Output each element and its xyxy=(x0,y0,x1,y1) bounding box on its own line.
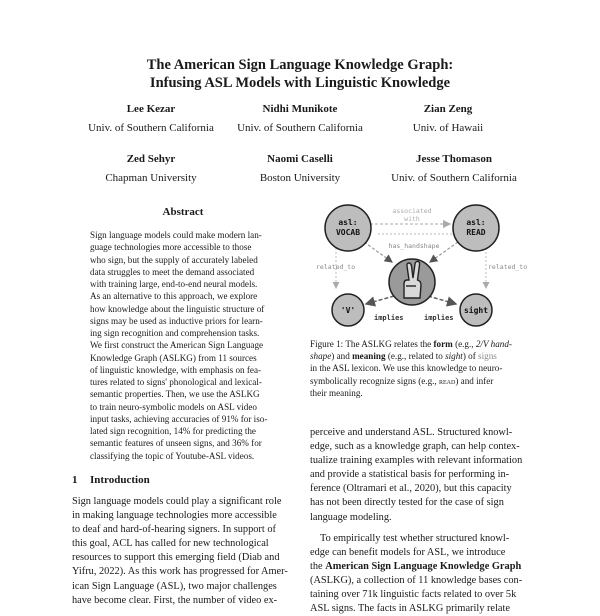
body-line: and provide a statistical basis for performing in- xyxy=(310,469,510,481)
aslkg-name: American Sign Language Knowledge Graph xyxy=(325,560,522,572)
author-name: Lee Kezar xyxy=(126,103,176,115)
author-block xyxy=(78,150,224,188)
abstract-line: As an alternative to this approach, we explore xyxy=(90,291,258,302)
author-affiliation: Univ. of Hawaii xyxy=(412,122,484,134)
author-block xyxy=(376,100,520,138)
body-line: Yifru, 2022). As this work has progressed for Amer- xyxy=(72,566,288,578)
body-line: in making language technologies more accessible xyxy=(72,510,277,522)
edge-implies-left xyxy=(366,296,394,304)
body-line: taining over 71k linguistic facts related to over 5k xyxy=(310,589,517,601)
label-related-to-left: related_to xyxy=(316,263,356,271)
body-line: edge, such as a knowledge graph, can help contex- xyxy=(310,441,520,453)
caption-read: read xyxy=(438,375,456,386)
label-implies-right: implies xyxy=(424,314,454,322)
abstract-line: semantic features of unseen signs, and 36% for xyxy=(90,438,262,449)
section-title: Introduction xyxy=(90,474,150,486)
caption-example: shape xyxy=(310,351,332,362)
label-has-handshape: has_handshape xyxy=(388,242,440,250)
right-column-body xyxy=(310,426,522,616)
section-number: 1 xyxy=(72,474,78,486)
label-associated: associated xyxy=(392,207,432,215)
author-affiliation: Chapman University xyxy=(105,172,197,184)
section-heading xyxy=(72,474,150,486)
paper-title xyxy=(0,56,600,92)
title-line-1: The American Sign Language Knowledge Graph: xyxy=(146,57,454,73)
author-block xyxy=(228,150,372,188)
title-line-2: Infusing ASL Models with Linguistic Knowledge xyxy=(149,75,451,91)
caption-example: 2/V hand- xyxy=(475,339,512,349)
abstract-line: tures related to signs' phonological and lexical- xyxy=(90,377,262,387)
body-line: resources to support this emerging field (Diab and xyxy=(72,552,280,564)
introduction-body xyxy=(72,495,288,608)
node-sight-label: sight xyxy=(463,306,489,315)
abstract-line: classifying the topic of Youtube-ASL videos. xyxy=(90,450,255,461)
author-affiliation: Univ. of Southern California xyxy=(391,172,517,184)
body-line: perceive and understand ASL. Structured knowl- xyxy=(310,427,513,438)
abstract-line: ing sign recognition and comprehension tasks. xyxy=(90,328,260,338)
node-asl-read-label-1: asl: xyxy=(466,218,486,227)
abstract-line: semantic properties. Then, we use the ASLKG xyxy=(90,389,260,400)
caption-text: ) of xyxy=(462,351,479,362)
label-with: with xyxy=(404,215,420,223)
knowledge-graph-diagram xyxy=(308,200,534,332)
caption-meaning: meaning xyxy=(352,351,386,362)
body-line: to deaf and hard-of-hearing signers. In support of xyxy=(72,524,276,536)
caption-form: form xyxy=(433,339,453,349)
author-name: Naomi Caselli xyxy=(267,153,333,165)
author-block xyxy=(376,150,532,188)
body-line: has not been directly tested for the case of sign xyxy=(310,497,504,509)
body-line: this goal, ACL has called for new technological xyxy=(72,538,269,550)
label-related-to-right: related_to xyxy=(488,263,528,271)
abstract-body xyxy=(90,229,267,462)
caption-text: in the ASL lexicon. We use this knowledge to neuro- xyxy=(310,363,503,374)
author-block xyxy=(78,100,224,138)
author-name: Zed Sehyr xyxy=(126,153,176,165)
caption-text: ) and infer xyxy=(455,375,494,386)
caption-text: (e.g., xyxy=(452,339,476,349)
body-line: ference (Oltramari et al., 2020), but this capacity xyxy=(310,483,512,495)
abstract-line: guage technologies more accessible to those xyxy=(90,242,252,253)
edge-implies-right xyxy=(428,296,456,304)
body-line: (ASLKG), a collection of 11 knowledge bases con- xyxy=(310,574,523,586)
author-affiliation: Boston University xyxy=(259,172,341,184)
author-name: Nidhi Munikote xyxy=(262,103,338,115)
abstract-line: input tasks, achieving accuracies of 91% for iso- xyxy=(90,413,268,424)
body-line: have become clear. First, the number of video ex- xyxy=(72,594,278,606)
caption-text: ) and xyxy=(331,351,353,362)
body-line: Sign language models could play a significant role xyxy=(72,496,282,507)
body-line: ASL signs. The facts in ASLKG primarily relate xyxy=(310,603,510,615)
body-line: edge can benefit models for ASL, we introduce xyxy=(310,546,506,558)
body-line: To empirically test whether structured knowl- xyxy=(320,532,510,544)
caption-text: Figure 1: The ASLKG relates the xyxy=(310,339,434,349)
body-line xyxy=(310,560,522,574)
abstract-line: Knowledge Graph (ASLKG) from 11 sources xyxy=(90,352,257,363)
author-affiliation: Univ. of Southern California xyxy=(237,122,363,134)
author-name: Jesse Thomason xyxy=(416,153,492,165)
node-asl-vocab-label-1: asl: xyxy=(338,218,358,227)
label-implies-left: implies xyxy=(374,314,404,322)
abstract-line: We first construct the American Sign Language xyxy=(90,340,264,351)
body-line: tualize training examples with relevant information xyxy=(310,455,523,467)
body-text: the xyxy=(310,560,326,572)
node-asl-read-label-2: READ xyxy=(466,228,486,237)
abstract-line: who sign, but the supply of accurately labeled xyxy=(90,254,258,265)
author-block xyxy=(228,100,372,138)
abstract-line: of linguistic knowledge, with emphasis on fea- xyxy=(90,364,262,375)
abstract-line: how knowledge about the linguistic structure of xyxy=(90,303,265,314)
figure-1 xyxy=(308,200,534,332)
author-affiliation: Univ. of Southern California xyxy=(88,122,214,134)
abstract-heading: Abstract xyxy=(162,206,204,218)
body-line: ican Sign Language (ASL), two major challenges xyxy=(72,580,277,592)
abstract-line: data struggles to meet the demand associated xyxy=(90,266,255,277)
caption-text: symbolically recognize signs (e.g., xyxy=(310,375,439,386)
author-name: Zian Zeng xyxy=(423,103,473,115)
abstract-line: to train neuro-symbolic models on ASL video xyxy=(90,401,257,412)
caption-text: (e.g., related to xyxy=(385,351,446,362)
node-asl-vocab-label-2: VOCAB xyxy=(335,228,361,237)
body-line: language modeling. xyxy=(310,511,392,523)
node-v-label: 'V' xyxy=(340,306,356,315)
abstract-line: lated sign recognition, 14% for predicting the xyxy=(90,426,256,436)
abstract-line: Sign language models could make modern lan- xyxy=(90,230,262,240)
abstract-line: with training large, end-to-end neural models. xyxy=(90,279,258,289)
abstract-line: signs may be used as inductive priors for learn- xyxy=(90,315,263,326)
caption-text: their meaning. xyxy=(310,387,363,398)
figure-caption xyxy=(310,338,512,399)
caption-example: sight xyxy=(445,351,463,362)
caption-signs: signs xyxy=(478,351,497,362)
